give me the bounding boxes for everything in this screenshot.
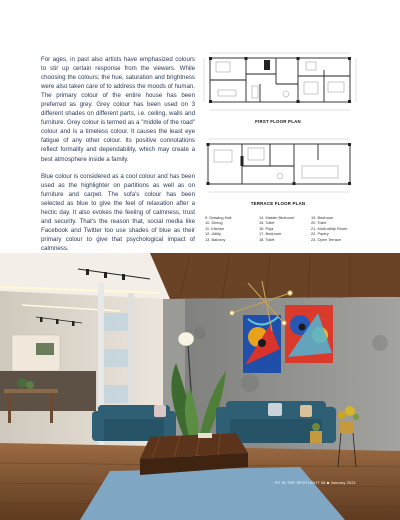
room-legend [205,215,365,242]
living-room-photo [0,253,400,520]
terrace-floor-plan-drawing [198,136,358,200]
blue-rug [80,467,345,520]
legend-item: 17. Bedroom [259,231,282,237]
legend-item: 11. Kitchen [205,225,225,231]
abstract-painting-right [285,305,333,363]
terrace-floor-plan-title: TERRACE FLOOR PLAN [250,201,306,206]
living-room-illustration [0,253,400,520]
wood-ceiling [150,253,400,299]
legend-item: 10. Dining [205,220,223,226]
legend-item: 22. Pantry [311,231,329,237]
abstract-painting-left [243,315,281,373]
first-floor-plan-title: FIRST FLOOR PLAN [255,119,301,124]
legend-item: 19. Bedroom [311,215,334,220]
legend-item: 15. Toilet [259,220,275,226]
legend-item: 21. Multi-utility Room [311,225,348,231]
legend-item: 23. Open Terrace [311,236,341,242]
paragraph-grey: For ages, in past also artists have emphasized colours to stir up certain response from the viewers. While choosing the colours; the hue, saturation and brightness were also taken care of to address the moods of human. The primary colour of the entire house has been preferred as grey. Grey colour has been used on 3 different shades on different parts, i.e. ceiling, walls and furniture. Grey colour is termed as a "middle of the road" colour and is a timeless colour. It causes the least eye fatigue of any other colour. Its positive connotations reflect formality and dependability, which may create a best atmosphere inside a family. [41,56,195,163]
paragraph-blue: Blue colour is considered as a cool colour and has been used as the highlighter on partitions as well as on furniture and carpet. The sofa's colour has been selected as blue to give the feel of relaxation after a hectic day. It also evokes the feeling of calmness, trust and security. That's the reason that, social media like Facebook and Twitter too use shades of blue as their primary colour to give that psychological impact of calmness. [41,172,195,252]
legend-item: 13. Balcony [205,236,226,242]
first-floor-plan-drawing [198,50,358,118]
legend-item: 20. Toilet [311,220,327,226]
article-text [41,55,195,261]
page-footer: IFJ IN THE SPOTLIGHT 08 ■ January 2021 [274,481,356,485]
legend-item: 12. Utility [205,231,221,237]
legend-item: 9. Drawing Hall [205,215,232,220]
legend-item: 18. Toilet [259,236,275,242]
legend-item: 16. Puja [259,225,274,231]
legend-item: 14. Master Bedroom [259,215,295,220]
blue-sofa-left [92,405,176,441]
